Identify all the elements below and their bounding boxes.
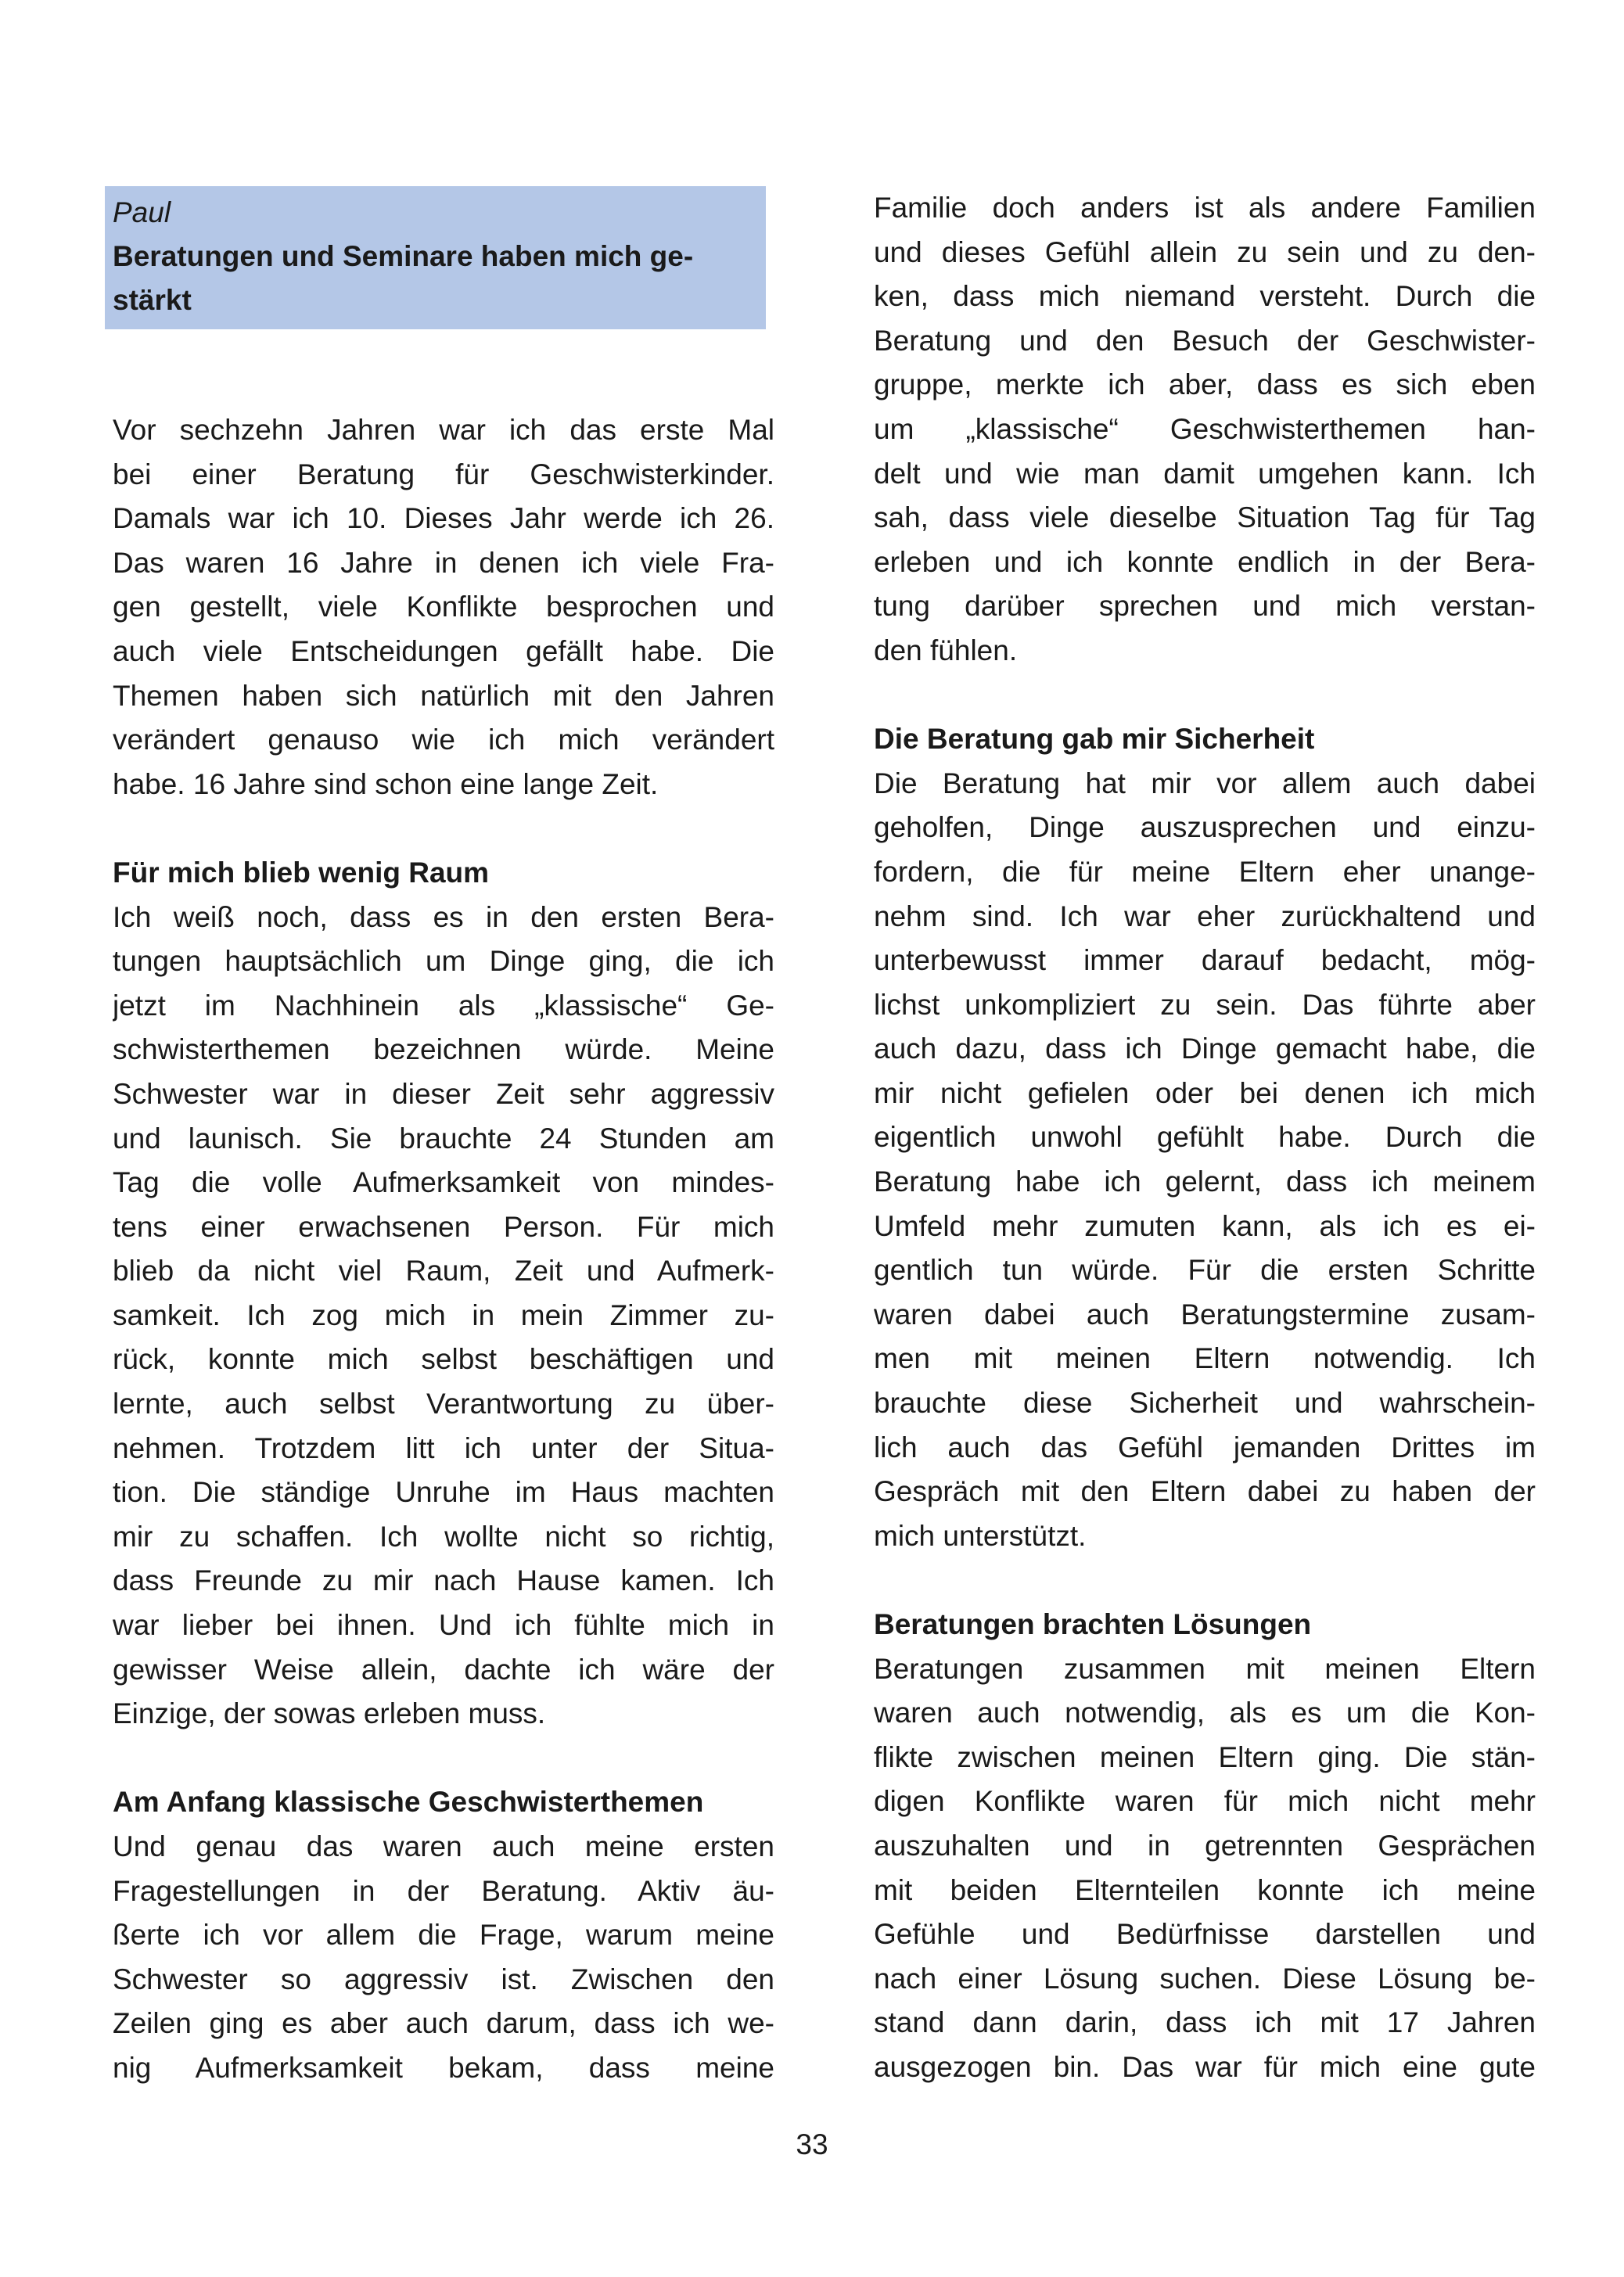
paragraph-line: schwisterthemen bezeichnen würde. Meine (113, 1033, 774, 1066)
paragraph-line: Beratung habe ich gelernt, dass ich meinem (874, 1165, 1536, 1198)
paragraph-spacer (874, 1558, 1536, 1603)
paragraph-line: und dieses Gefühl allein zu sein und zu den- (874, 235, 1536, 268)
intro-paragraph-line: verändert genauso wie ich mich verändert (113, 724, 774, 756)
paragraph-line: Familie doch anders ist als andere Familien (874, 192, 1536, 224)
paragraph-line: jetzt im Nachhinein als „klassische“ Ge- (113, 989, 774, 1022)
page-number: 33 (796, 2128, 828, 2160)
paragraph-line: Die Beratung hat mir vor allem auch dabei (874, 767, 1536, 799)
section-heading: Die Beratung gab mir Sicherheit (874, 723, 1315, 756)
paragraph-line: men mit meinen Eltern notwendig. Ich (874, 1342, 1536, 1375)
right-text-block (874, 186, 1536, 2090)
paragraph-line: gentlich tun würde. Für die ersten Schritte (874, 1254, 1536, 1287)
paragraph-line: nach einer Lösung suchen. Diese Lösung be- (874, 1962, 1536, 1995)
paragraph-line: Fragestellungen in der Beratung. Aktiv äu- (113, 1874, 774, 1907)
paragraph-line: geholfen, Dinge auszusprechen und einzu- (874, 811, 1536, 844)
intro-paragraph-line: Damals war ich 10. Dieses Jahr werde ich 26. (113, 502, 774, 535)
paragraph-line: tens einer erwachsenen Person. Für mich (113, 1210, 774, 1243)
paragraph-line: lichst unkompliziert zu sein. Das führte aber (874, 988, 1536, 1021)
intro-paragraph-line: habe. 16 Jahre sind schon eine lange Zeit. (113, 767, 659, 800)
paragraph-line: Beratungen zusammen mit meinen Eltern (874, 1652, 1536, 1685)
paragraph-line: gewisser Weise allein, dachte ich wäre der (113, 1653, 774, 1686)
paragraph-line: lich auch das Gefühl jemanden Drittes im (874, 1431, 1536, 1464)
paragraph-line: dass Freunde zu mir nach Hause kamen. Ich (113, 1564, 774, 1597)
paragraph-line: erleben und ich konnte endlich in der Bera- (874, 545, 1536, 578)
paragraph-line: digen Konflikte waren für mich nicht mehr (874, 1785, 1536, 1818)
paragraph-line: mir zu schaffen. Ich wollte nicht so richtig, (113, 1520, 774, 1553)
paragraph-line: delt und wie man damit umgehen kann. Ich (874, 457, 1536, 490)
paragraph-line: Einzige, der sowas erleben muss. (113, 1697, 546, 1730)
section-heading: Am Anfang klassische Geschwisterthemen (113, 1786, 704, 1819)
title-line: stärkt (113, 284, 192, 316)
paragraph-line: sah, dass viele dieselbe Situation Tag für Tag (874, 501, 1536, 534)
intro-paragraph-line: Das waren 16 Jahre in denen ich viele Fra- (113, 546, 774, 579)
paragraph-line: rück, konnte mich selbst beschäftigen und (113, 1343, 774, 1376)
paragraph-line: unterbewusst immer darauf bedacht, mög- (874, 944, 1536, 977)
paragraph-line: mit beiden Elternteilen konnte ich meine (874, 1873, 1536, 1906)
intro-paragraph-line: gen gestellt, viele Konflikte besprochen und (113, 591, 774, 623)
paragraph-line: Zeilen ging es aber auch darum, dass ich we- (113, 2007, 774, 2040)
paragraph-line: tungen hauptsächlich um Dinge ging, die ich (113, 945, 774, 978)
article-header-box (105, 186, 766, 329)
paragraph-line: Gefühle und Bedürfnisse darstellen und (874, 1918, 1536, 1951)
paragraph-line: nig Aufmerksamkeit bekam, dass meine (113, 2051, 774, 2084)
left-text-block (113, 408, 774, 2091)
paragraph-line: lernte, auch selbst Verantwortung zu über- (113, 1388, 774, 1420)
paragraph-line: Und genau das waren auch meine ersten (113, 1830, 774, 1862)
paragraph-line: tung darüber sprechen und mich verstan- (874, 590, 1536, 623)
paragraph-line: gruppe, merkte ich aber, dass es sich eben (874, 368, 1536, 401)
paragraph-line: fordern, die für meine Eltern eher unange- (874, 855, 1536, 888)
paragraph-line: nehmen. Trotzdem litt ich unter der Situa- (113, 1431, 774, 1464)
paragraph-line: stand dann darin, dass ich mit 17 Jahren (874, 2006, 1536, 2039)
paragraph-line: Schwester so aggressiv ist. Zwischen den (113, 1963, 774, 1995)
paragraph-line: Umfeld mehr zumuten kann, als ich es ei- (874, 1209, 1536, 1242)
paragraph-line: Beratung und den Besuch der Geschwister- (874, 324, 1536, 357)
paragraph-line: flikte zwischen meinen Eltern ging. Die stän- (874, 1740, 1536, 1773)
paragraph-line: war lieber bei ihnen. Und ich fühlte mich in (113, 1609, 774, 1642)
paragraph-line: auch dazu, dass ich Dinge gemacht habe, die (874, 1033, 1536, 1065)
paragraph-line: den fühlen. (874, 634, 1018, 666)
section-heading: Beratungen brachten Lösungen (874, 1608, 1312, 1640)
paragraph-line: mir nicht gefielen oder bei denen ich mich (874, 1076, 1536, 1109)
paragraph-line: ausgezogen bin. Das war für mich eine gute (874, 2050, 1536, 2083)
article-title (113, 235, 754, 322)
paragraph-spacer (874, 673, 1536, 718)
paragraph-spacer (113, 806, 774, 851)
paragraph-line: nehm sind. Ich war eher zurückhaltend und (874, 900, 1536, 932)
intro-paragraph-line: bei einer Beratung für Geschwisterkinder. (113, 458, 774, 490)
paragraph-line: auszuhalten und in getrennten Gesprächen (874, 1829, 1536, 1862)
title-line: Beratungen und Seminare haben mich ge- (113, 240, 694, 272)
intro-paragraph-line: Vor sechzehn Jahren war ich das erste Mal (113, 414, 774, 446)
paragraph-line: ken, dass mich niemand versteht. Durch die (874, 280, 1536, 313)
paragraph-line: blieb da nicht viel Raum, Zeit und Aufmerk- (113, 1255, 774, 1288)
left-column (113, 408, 774, 2091)
intro-paragraph-line: auch viele Entscheidungen gefällt habe. Die (113, 634, 774, 667)
paragraph-line: Schwester war in dieser Zeit sehr aggressiv (113, 1077, 774, 1110)
paragraph-line: samkeit. Ich zog mich in mein Zimmer zu- (113, 1298, 774, 1331)
paragraph-line: Tag die volle Aufmerksamkeit von mindes- (113, 1166, 774, 1199)
paragraph-line: und launisch. Sie brauchte 24 Stunden am (113, 1122, 774, 1155)
intro-paragraph-line: Themen haben sich natürlich mit den Jahren (113, 679, 774, 712)
author-name: Paul (113, 196, 171, 228)
paragraph-line: waren dabei auch Beratungstermine zusam- (874, 1298, 1536, 1331)
paragraph-line: Ich weiß noch, dass es in den ersten Bera- (113, 900, 774, 933)
paragraph-line: ßerte ich vor allem die Frage, warum meine (113, 1919, 774, 1952)
paragraph-line: waren auch notwendig, als es um die Kon- (874, 1697, 1536, 1729)
paragraph-line: brauchte diese Sicherheit und wahrschein- (874, 1387, 1536, 1420)
paragraph-line: tion. Die ständige Unruhe im Haus machten (113, 1476, 774, 1509)
paragraph-line: eigentlich unwohl gefühlt habe. Durch die (874, 1121, 1536, 1154)
paragraph-line: Gespräch mit den Eltern dabei zu haben der (874, 1475, 1536, 1508)
paragraph-line: um „klassische“ Geschwisterthemen han- (874, 412, 1536, 445)
paragraph-spacer (113, 1736, 774, 1781)
section-heading: Für mich blieb wenig Raum (113, 856, 490, 889)
right-column (874, 186, 1536, 2090)
paragraph-line: mich unterstützt. (874, 1519, 1087, 1552)
